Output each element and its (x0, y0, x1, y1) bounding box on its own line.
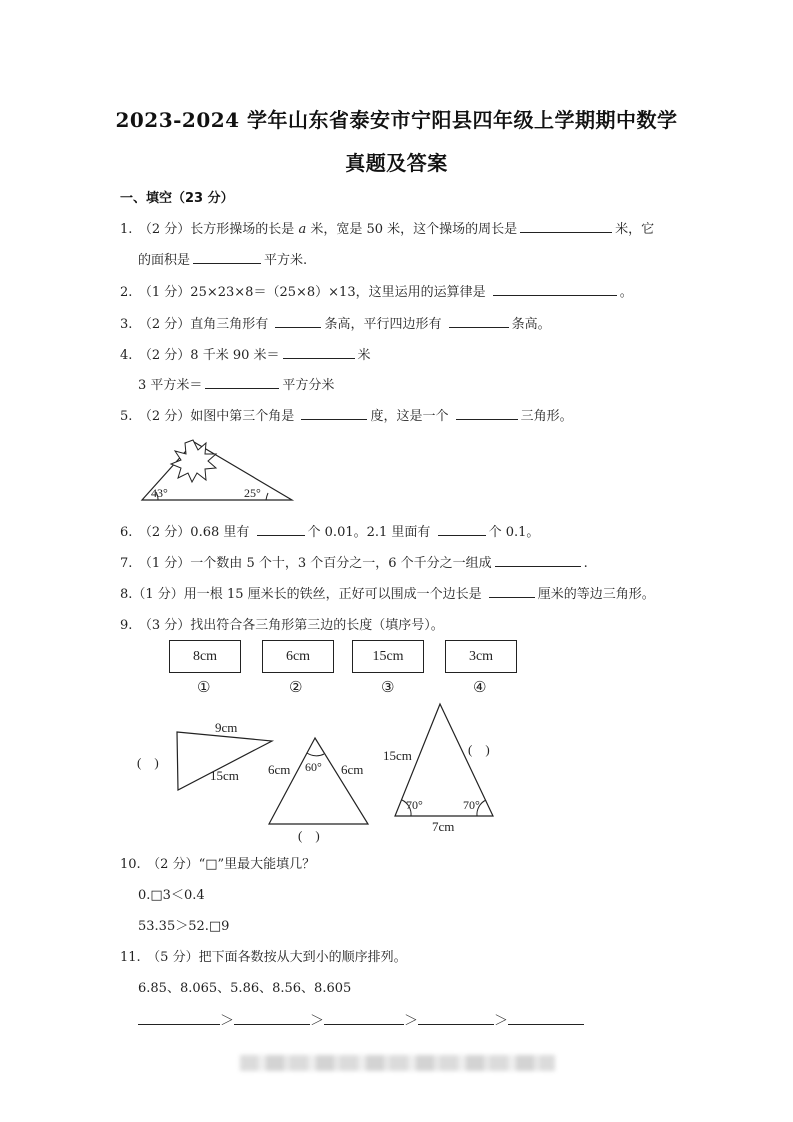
question-10 (120, 853, 315, 872)
q1-text-a: 1. （2 分）长方形操场的长是 (120, 222, 299, 237)
length-option-box-1: 8cm (169, 640, 241, 673)
q2-text-a: 2. （1 分）25×23×8＝（25×8）×13，这里运用的运算律是 (120, 285, 490, 300)
page-title-line-1: 2023-2024 学年山东省泰安市宁阳县四年级上学期期中数学 (115, 108, 678, 132)
q3-blank-1[interactable] (275, 313, 321, 328)
q9-t3-answer-paren: ( ) (468, 742, 490, 757)
question-9 (120, 614, 444, 633)
q9-triangle-2 (269, 738, 368, 824)
q1-text-d: 的面积是 (138, 253, 191, 268)
q9-triangles-figure (130, 700, 530, 845)
q5-angle-label-right: 25° (244, 486, 261, 500)
question-3 (120, 313, 551, 332)
q3-text-b: 条高，平行四边形有 (324, 317, 446, 332)
length-option-box-3: 15cm (352, 640, 424, 673)
q11-blank-2[interactable] (234, 1010, 310, 1025)
length-option-box-4: 3cm (445, 640, 517, 673)
q1-variable: a (298, 222, 307, 237)
question-4 (120, 344, 371, 363)
q9-t3-angle-left: 70° (406, 798, 423, 812)
q9-t2-angle-60: 60° (305, 760, 322, 774)
q11-gt-1: ＞ (220, 1013, 234, 1029)
option-number-1: ① (197, 678, 211, 696)
question-4-part-2 (138, 374, 334, 393)
q11-gt-4: ＞ (494, 1013, 508, 1029)
q4-text-c: 3 平方米＝ (138, 378, 203, 393)
q11-ordering-row (138, 1010, 584, 1030)
q7-text-b: . (583, 556, 588, 571)
q3-text-c: 条高。 (511, 317, 551, 332)
q1-blank-area[interactable] (193, 249, 261, 264)
q5-text-a: 5. （2 分）如图中第三个角是 (120, 409, 299, 424)
q11-gt-2: ＞ (310, 1013, 324, 1029)
section-heading-fill-in: 一、填空（23 分） (120, 191, 234, 206)
q1-text-c: 米，它 (615, 222, 655, 237)
q11-blank-5[interactable] (508, 1010, 584, 1025)
q8-text-b: 厘米的等边三角形。 (537, 587, 655, 602)
question-6 (120, 521, 539, 540)
question-1 (120, 218, 654, 237)
q9-t1-side-15cm: 15cm (210, 768, 239, 783)
question-7 (120, 552, 588, 571)
page-title-line-2: 真题及答案 (345, 151, 448, 175)
blurred-footer-watermark (240, 1055, 555, 1071)
q5-angle-arc-right (266, 493, 268, 500)
q11-numbers: 6.85、8.065、5.86、8.56、8.605 (138, 981, 352, 996)
q4-text-b: 米 (357, 348, 371, 363)
q11-text: 11. （5 分）把下面各数按从大到小的顺序排列。 (120, 950, 407, 965)
q9-t1-answer-paren: ( ) (137, 755, 159, 770)
q1-blank-perimeter[interactable] (520, 218, 612, 233)
q5-text-b: 度，这是一个 (370, 409, 453, 424)
q10-text: 10. （2 分）“□”里最大能填几？ (120, 857, 316, 872)
q9-t2-side-right: 6cm (341, 762, 364, 777)
question-8 (120, 583, 655, 602)
q4-blank-1[interactable] (283, 344, 355, 359)
q9-t3-side-left: 15cm (383, 748, 412, 763)
starburst-icon (171, 440, 216, 482)
q2-text-b: 。 (619, 285, 633, 300)
q4-text-d: 平方分米 (282, 378, 335, 393)
q1-text-b: 米，宽是 50 米，这个操场的周长是 (306, 222, 518, 237)
q1-text-e: 平方米. (264, 253, 308, 268)
q6-text-a: 6. （2 分）0.68 里有 (120, 525, 254, 540)
q2-blank[interactable] (493, 281, 617, 296)
q8-blank[interactable] (489, 583, 535, 598)
question-1-cont (138, 249, 307, 268)
q5-text-c: 三角形。 (520, 409, 573, 424)
question-2 (120, 281, 633, 300)
question-11 (120, 946, 407, 965)
q9-t2-answer-paren: ( ) (298, 828, 320, 843)
q9-t3-angle-right: 70° (463, 798, 480, 812)
q7-blank[interactable] (495, 552, 581, 567)
q4-blank-2[interactable] (205, 374, 279, 389)
q11-gt-3: ＞ (404, 1013, 418, 1029)
q11-blank-1[interactable] (138, 1010, 220, 1025)
option-number-3: ③ (381, 678, 395, 696)
length-option-box-2: 6cm (262, 640, 334, 673)
q5-blank-1[interactable] (301, 405, 367, 420)
option-number-2: ② (289, 678, 303, 696)
q10-item-1: 0.□3＜0.4 (138, 888, 205, 903)
q4-text-a: 4. （2 分）8 千米 90 米＝ (120, 348, 280, 363)
q9-t2-angle-arc (307, 753, 324, 756)
q7-text-a: 7. （1 分）一个数由 5 个十，3 个百分之一，6 个千分之一组成 (120, 556, 492, 571)
q8-text-a: 8.（1 分）用一根 15 厘米长的铁丝，正好可以围成一个边长是 (120, 587, 486, 602)
question-5 (120, 405, 573, 424)
q6-text-b: 个 0.01。2.1 里面有 (307, 525, 435, 540)
q5-blank-2[interactable] (456, 405, 518, 420)
option-number-4: ④ (473, 678, 487, 696)
q5-angle-label-left: 43° (151, 486, 168, 500)
q6-blank-1[interactable] (257, 521, 305, 536)
q9-t1-side-9cm: 9cm (215, 720, 238, 735)
q6-text-c: 个 0.1。 (488, 525, 540, 540)
q9-text: 9. （3 分）找出符合各三角形第三边的长度（填序号）。 (120, 618, 444, 633)
q9-t3-base: 7cm (432, 819, 455, 834)
q11-blank-3[interactable] (324, 1010, 404, 1025)
q9-t2-side-left: 6cm (268, 762, 291, 777)
q6-blank-2[interactable] (438, 521, 486, 536)
q10-item-2: 53.35＞52.□9 (138, 919, 230, 934)
q3-text-a: 3. （2 分）直角三角形有 (120, 317, 273, 332)
q11-blank-4[interactable] (418, 1010, 494, 1025)
q3-blank-2[interactable] (449, 313, 509, 328)
q5-triangle-figure (138, 436, 298, 506)
